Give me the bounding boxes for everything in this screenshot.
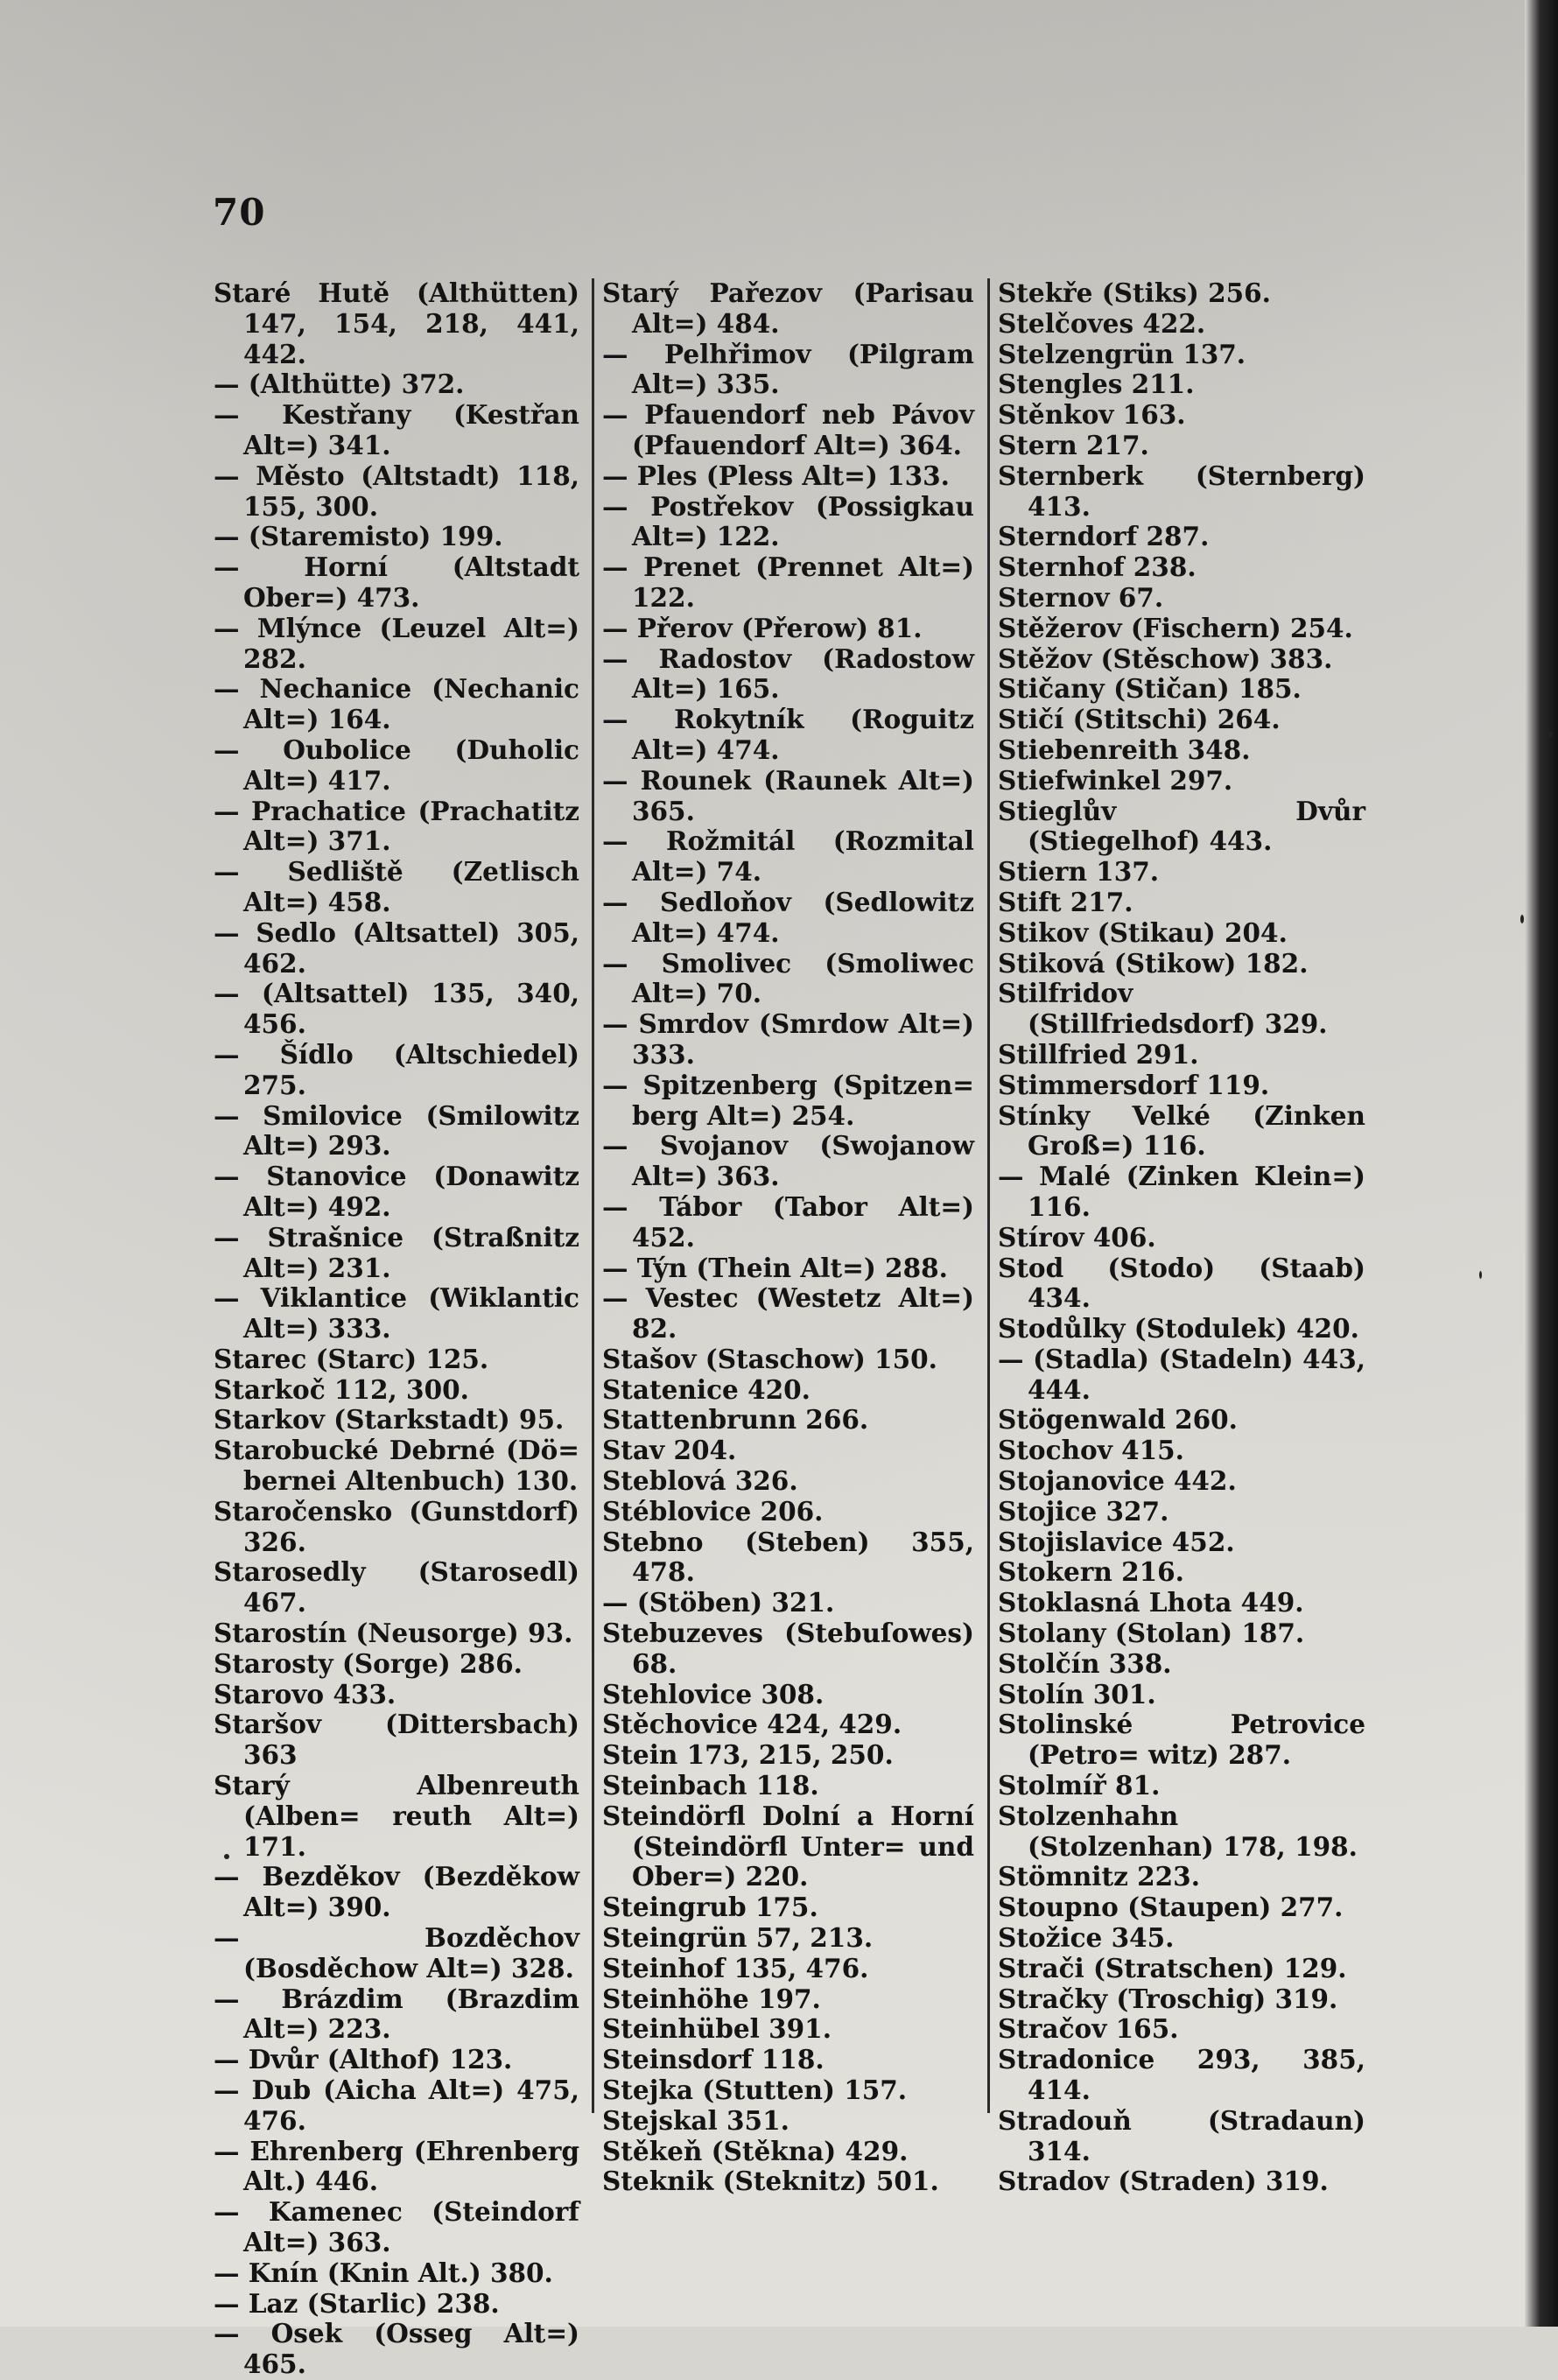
- index-entry: — Dvůr (Althof) 123.: [214, 2044, 513, 2075]
- index-entry: — Rokytník (Roguitz Alt=) 474.: [602, 704, 974, 765]
- index-entry: Steinhöhe 197.: [602, 1983, 821, 2014]
- index-entry: Stift 217.: [998, 886, 1133, 917]
- index-entry: — (Althütte) 372.: [214, 369, 465, 400]
- index-entry: Steinhof 135, 476.: [602, 1952, 869, 1983]
- index-entry: Stieglův Dvůr (Stiegelhof) 443.: [998, 795, 1365, 857]
- index-entry: Stein 173, 215, 250.: [602, 1739, 894, 1771]
- index-entry: Staršov (Dittersbach) 363: [214, 1709, 579, 1771]
- index-entry: Stekře (Stiks) 256.: [998, 277, 1271, 308]
- index-entry: Stikov (Stikau) 204.: [998, 916, 1288, 948]
- index-entry: — Malé (Zinken Klein=) 116.: [998, 1161, 1365, 1222]
- index-entry: Stern 217.: [998, 429, 1149, 460]
- index-entry: — Prenet (Prennet Alt=) 122.: [602, 551, 974, 613]
- index-entry: Stod (Stodo) (Staab) 434.: [998, 1252, 1365, 1314]
- index-entry: Steknik (Steknitz) 501.: [602, 2166, 939, 2197]
- index-entry: — Oubolice (Duholic Alt=) 417.: [214, 734, 579, 796]
- index-entry: Stolín 301.: [998, 1678, 1156, 1710]
- print-speck: [1547, 731, 1553, 738]
- index-entry: Stěchovice 424, 429.: [602, 1709, 902, 1740]
- index-entry: Strači (Stratschen) 129.: [998, 1952, 1347, 1983]
- index-entry: Stattenbrunn 266.: [602, 1404, 869, 1436]
- index-entry: — Prachatice (Prachatitz Alt=) 371.: [214, 795, 579, 857]
- index-entry: — (Stadla) (Stadeln) 443, 444.: [998, 1343, 1365, 1405]
- index-entry: Stojanovice 442.: [998, 1465, 1237, 1497]
- index-entry: — Dub (Aicha Alt=) 475, 476.: [214, 2075, 579, 2136]
- index-entry: — Vestec (Westetz Alt=) 82.: [602, 1282, 974, 1344]
- column-divider: [592, 278, 594, 2113]
- index-entry: — Spitzenberg (Spitzen= berg Alt=) 254.: [602, 1069, 974, 1131]
- index-entry: — Postřekov (Possigkau Alt=) 122.: [602, 490, 974, 552]
- index-entry: — Brázdim (Brazdim Alt=) 223.: [214, 1983, 579, 2045]
- index-entry: Starý Albenreuth (Alben= reuth Alt=) 171.: [214, 1770, 579, 1862]
- index-entry: Stiebenreith 348.: [998, 734, 1251, 765]
- index-entry: Stokern 216.: [998, 1556, 1184, 1588]
- index-entry: Stěnkov 163.: [998, 399, 1186, 431]
- index-entry: Starostín (Neusorge) 93.: [214, 1618, 573, 1649]
- index-entry: Stradonice 293, 385, 414.: [998, 2044, 1365, 2106]
- index-entry: — Město (Altstadt) 118, 155, 300.: [214, 460, 579, 522]
- index-entry: — Osek (Osseg Alt=) 465.: [214, 2318, 579, 2380]
- index-entry: Stodůlky (Stodulek) 420.: [998, 1313, 1359, 1344]
- index-entry: Stebuzeves (Stebuſowes) 68.: [602, 1618, 974, 1679]
- index-entry: Stiern 137.: [998, 856, 1160, 888]
- index-entry: Stimmersdorf 119.: [998, 1069, 1270, 1100]
- index-entry: Stömnitz 223.: [998, 1861, 1200, 1892]
- index-entry: Staročensko (Gunstdorf) 326.: [214, 1495, 579, 1557]
- index-entry: Steindörfl Dolní a Horní (Steindörfl Unter= und Ober=) 220.: [602, 1800, 974, 1892]
- index-entry: Stračov 165.: [998, 2013, 1179, 2045]
- index-entry: — Laz (Starlic) 238.: [214, 2287, 500, 2319]
- index-entry: — Přerov (Přerow) 81.: [602, 612, 923, 643]
- index-entry: Stašov (Staschow) 150.: [602, 1343, 937, 1374]
- index-entry: Staré Hutě (Althütten) 147, 154, 218, 441, 442.: [214, 277, 579, 369]
- index-entry: Stillfried 291.: [998, 1038, 1199, 1070]
- index-entry: Stehlovice 308.: [602, 1678, 825, 1710]
- index-entry: Stejka (Stutten) 157.: [602, 2075, 908, 2106]
- index-entry: — Rounek (Raunek Alt=) 365.: [602, 764, 974, 826]
- index-entry: Stračky (Troschig) 319.: [998, 1983, 1338, 2014]
- index-entry: Stolinské Petrovice (Petro= witz) 287.: [998, 1709, 1365, 1771]
- print-speck: [224, 1854, 229, 1859]
- index-entry: Stelčoves 422.: [998, 307, 1206, 339]
- index-entry: Starosedly (Starosedl) 467.: [214, 1556, 579, 1618]
- index-entry: — Mlýnce (Leuzel Alt=) 282.: [214, 612, 579, 674]
- index-entry: Stírov 406.: [998, 1221, 1156, 1253]
- index-entry: Sterndorf 287.: [998, 521, 1210, 552]
- index-entry: — (Altsattel) 135, 340, 456.: [214, 978, 579, 1040]
- index-entry: Starobucké Debrné (Dö= bernei Altenbuch) 130.: [214, 1435, 579, 1497]
- index-entry: — Sedlo (Altsattel) 305, 462.: [214, 916, 579, 979]
- index-entry: — Bezděkov (Bezděkow Alt=) 390.: [214, 1861, 579, 1923]
- index-entry: — Šídlo (Altschiedel) 275.: [214, 1038, 579, 1100]
- index-entry: — (Stöben) 321.: [602, 1587, 835, 1618]
- index-entry: — Sedloňov (Sedlowitz Alt=) 474.: [602, 886, 974, 948]
- print-speck: [1479, 1271, 1482, 1279]
- index-entry: Stěžerov (Fischern) 254.: [998, 612, 1353, 643]
- page-number: 70: [213, 191, 266, 234]
- index-entry: Stradouň (Stradaun) 314.: [998, 2104, 1365, 2166]
- index-entry: Steingrün 57, 213.: [602, 1922, 874, 1954]
- index-entry: — Rožmitál (Rozmital Alt=) 74.: [602, 825, 974, 888]
- index-entry: Stejskal 351.: [602, 2104, 790, 2136]
- index-entry: — Pelhřimov (Pilgram Alt=) 335.: [602, 338, 974, 400]
- index-entry: — Smilovice (Smilowitz Alt=) 293.: [214, 1099, 579, 1162]
- index-entry: Stilfridov (Stillfriedsdorf) 329.: [998, 978, 1328, 1040]
- index-entry: Stičany (Stičan) 185.: [998, 673, 1302, 705]
- index-entry: Stelzengrün 137.: [998, 338, 1246, 369]
- index-entry: Starovo 433.: [214, 1678, 397, 1710]
- page-edge-shadow: [1525, 0, 1558, 2327]
- index-entry: — (Staremisto) 199.: [214, 521, 503, 552]
- index-entry: Starec (Starc) 125.: [214, 1343, 489, 1374]
- index-entry: — Svojanov (Swojanow Alt=) 363.: [602, 1130, 974, 1192]
- index-entry: Stožice 345.: [998, 1922, 1175, 1954]
- index-entry: Stögenwald 260.: [998, 1404, 1238, 1436]
- index-entry: Sternhof 238.: [998, 551, 1197, 583]
- index-entry: Stojislavice 452.: [998, 1526, 1235, 1557]
- index-entry: Stolmíř 81.: [998, 1770, 1161, 1801]
- index-entry: Sternberk (Sternberg) 413.: [998, 460, 1365, 522]
- index-entry: Stoupno (Staupen) 277.: [998, 1892, 1344, 1923]
- index-entry: — Pfauendorf neb Pávov (Pfauendorf Alt=) 364.: [602, 399, 974, 460]
- index-entry: Stochov 415.: [998, 1435, 1184, 1466]
- index-entry: — Bozděchov (Bosděchow Alt=) 328.: [214, 1922, 579, 1983]
- index-entry: — Smrdov (Smrdow Alt=) 333.: [602, 1008, 974, 1070]
- index-entry: — Týn (Thein Alt=) 288.: [602, 1252, 948, 1283]
- index-entry: — Nechanice (Nechanic Alt=) 164.: [214, 673, 579, 735]
- index-entry: — Sedliště (Zetlisch Alt=) 458.: [214, 856, 579, 917]
- index-entry: Stolany (Stolan) 187.: [998, 1618, 1305, 1649]
- index-entry: Stičí (Stitschi) 264.: [998, 704, 1281, 735]
- index-entry: Stebno (Steben) 355, 478.: [602, 1526, 974, 1588]
- index-entry: Stojice 327.: [998, 1495, 1169, 1527]
- index-entry: — Kamenec (Steindorf Alt=) 363.: [214, 2196, 579, 2257]
- index-entry: Stolčín 338.: [998, 1647, 1172, 1679]
- index-entry: Stěžov (Stěschow) 383.: [998, 642, 1333, 674]
- index-entry: Stéblovice 206.: [602, 1495, 824, 1527]
- index-entry: — Radostov (Radostow Alt=) 165.: [602, 642, 974, 705]
- index-entry: Steinsdorf 118.: [602, 2044, 825, 2075]
- index-entry: Stínky Velké (Zinken Groß=) 116.: [998, 1099, 1365, 1162]
- index-column-3: [998, 278, 1365, 2197]
- index-entry: Starkov (Starkstadt) 95.: [214, 1404, 565, 1436]
- index-column-2: [602, 278, 974, 2197]
- index-entry: — Ples (Pless Alt=) 133.: [602, 460, 950, 491]
- index-entry: Steblová 326.: [602, 1465, 798, 1497]
- index-entry: Stiková (Stikow) 182.: [998, 947, 1309, 979]
- index-entry: Stoklasná Lhota 449.: [998, 1587, 1304, 1618]
- index-entry: — Horní (Altstadt Ober=) 473.: [214, 551, 579, 613]
- index-entry: — Strašnice (Straßnitz Alt=) 231.: [214, 1221, 579, 1283]
- index-entry: — Tábor (Tabor Alt=) 452.: [602, 1190, 974, 1253]
- index-entry: Stěkeň (Stěkna) 429.: [602, 2135, 909, 2166]
- print-speck: [1520, 915, 1524, 923]
- index-entry: Steinhübel 391.: [602, 2013, 832, 2045]
- index-entry: Starkoč 112, 300.: [214, 1373, 469, 1405]
- index-column-1: [214, 278, 579, 2380]
- index-entry: Steingrub 175.: [602, 1892, 818, 1923]
- index-entry: Starý Pařezov (Parisau Alt=) 484.: [602, 277, 974, 339]
- index-entry: — Smolivec (Smoliwec Alt=) 70.: [602, 947, 974, 1009]
- index-entry: Statenice 420.: [602, 1373, 811, 1405]
- index-entry: Stiefwinkel 297.: [998, 764, 1233, 796]
- index-entry: — Viklantice (Wiklantic Alt=) 333.: [214, 1282, 579, 1344]
- index-entry: — Kestřany (Kestřan Alt=) 341.: [214, 399, 579, 460]
- index-entry: — Ehrenberg (Ehrenberg Alt.) 446.: [214, 2135, 579, 2197]
- index-entry: Stradov (Straden) 319.: [998, 2166, 1329, 2197]
- index-entry: Starosty (Sorge) 286.: [214, 1647, 523, 1679]
- index-entry: — Knín (Knin Alt.) 380.: [214, 2257, 553, 2288]
- index-entry: Steinbach 118.: [602, 1770, 819, 1801]
- index-entry: Stolzenhahn (Stolzenhan) 178, 198.: [998, 1800, 1358, 1862]
- column-divider: [987, 278, 990, 2113]
- index-entry: Sternov 67.: [998, 581, 1164, 613]
- index-entry: Stengles 211.: [998, 369, 1195, 400]
- index-entry: Stav 204.: [602, 1435, 737, 1466]
- index-entry: — Stanovice (Donawitz Alt=) 492.: [214, 1161, 579, 1222]
